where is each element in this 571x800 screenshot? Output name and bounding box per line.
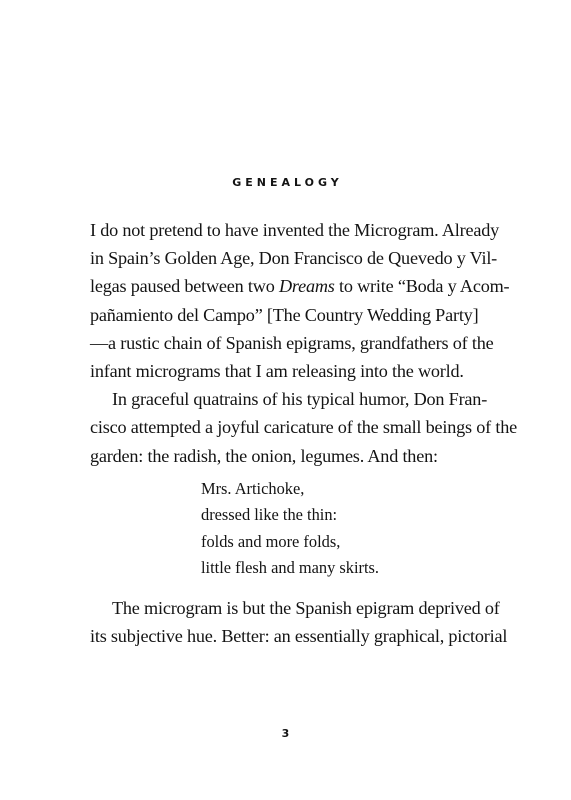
page-number: 3 bbox=[281, 727, 290, 740]
text-line: pañamiento del Campo” [The Country Wedding Party] bbox=[90, 304, 479, 325]
text-line-with-italic bbox=[90, 272, 510, 300]
poem-line: folds and more folds, bbox=[201, 531, 341, 551]
text-line: I do not pretend to have invented the Microgram. Already bbox=[90, 220, 500, 240]
poem-quatrain bbox=[201, 476, 379, 581]
text-line: —a rustic chain of Spanish epigrams, grandfathers of the bbox=[90, 332, 494, 353]
paragraph-3 bbox=[90, 594, 508, 650]
text-line: garden: the radish, the onion, legumes. And then: bbox=[90, 445, 438, 466]
poem-line: Mrs. Artichoke, bbox=[201, 479, 305, 498]
paragraph-1 bbox=[90, 216, 517, 470]
text-line: In graceful quatrains of his typical humor, Don Fran- bbox=[112, 389, 488, 410]
text-line: The microgram is but the Spanish epigram deprived of bbox=[112, 598, 500, 618]
poem-line: little flesh and many skirts. bbox=[201, 557, 379, 577]
text-span: to write “Boda y Acom- bbox=[339, 276, 510, 297]
text-span: legas paused between two bbox=[90, 276, 275, 297]
poem-line: dressed like the thin: bbox=[201, 505, 338, 525]
text-line: in Spain’s Golden Age, Don Francisco de Quevedo y Vil- bbox=[90, 248, 498, 269]
italic-title-dreams: Dreams bbox=[278, 276, 335, 297]
text-line: cisco attempted a joyful caricature of the small beings of the bbox=[90, 417, 517, 438]
text-line: infant micrograms that I am releasing into the world. bbox=[90, 361, 464, 382]
text-line: its subjective hue. Better: an essentially graphical, pictorial bbox=[90, 626, 508, 647]
chapter-title: GENEALOGY bbox=[232, 176, 343, 189]
